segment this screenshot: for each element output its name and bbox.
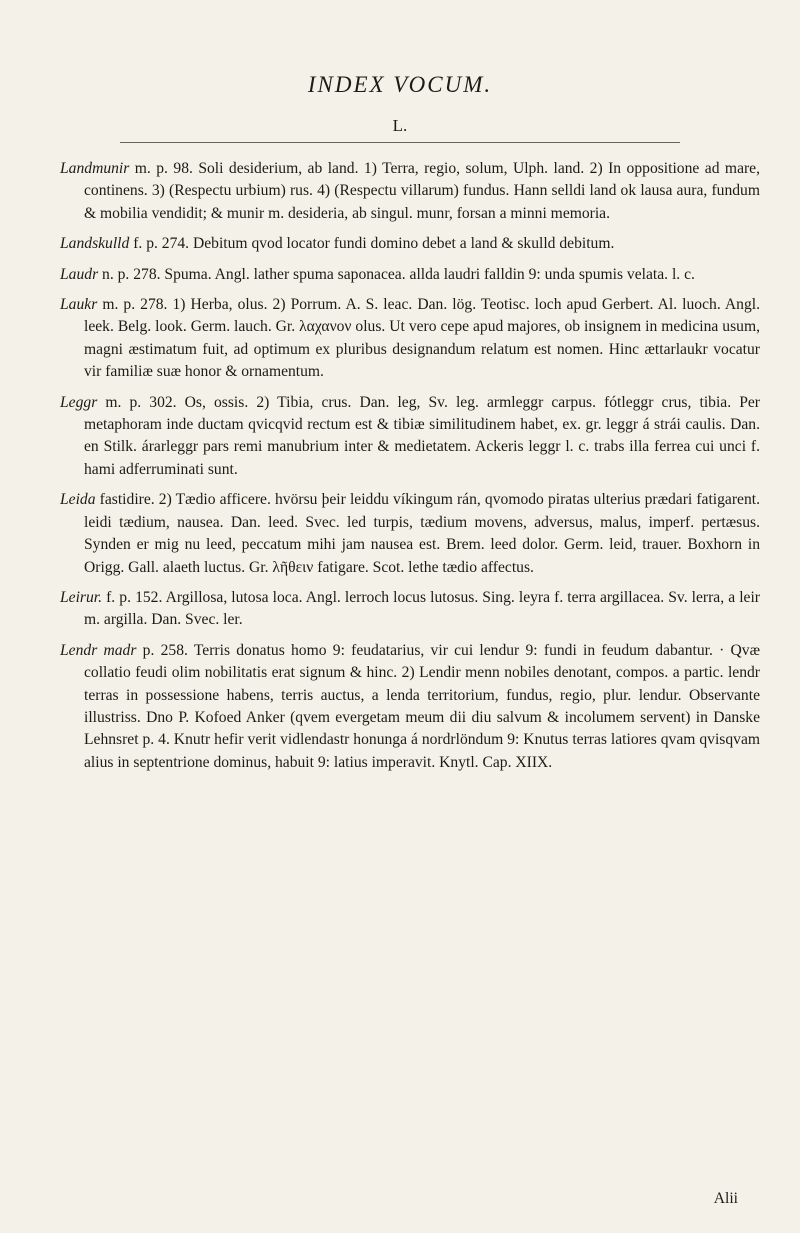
entry-headword: Landmunir (60, 160, 130, 177)
entry-headword: Leggr (60, 393, 98, 411)
entry-text: p. 258. Terris donatus homo 9: feudatarius, vir cui lendur 9: fundi in feudum dabantur. · Qvæ collatio feudi olim nobilitatis erat signum & hinc. 2) Lendir menn nobiles denotant, compos. a partic. lendr terras in possessione habens, terris auctus, a lenda territorium, fundus, regio, plur. lendur. Observante illustriss. Dno P. Kofoed Anker (qvem evergetam meum dii diu salvum & incolumem servent) in Danske Lehnsret p. 4. Knutr hefir verit vidlendastr honunga á nordrlöndum 9: Knutus terras latiores qvam qvisqvam alius in septentrione dominus, habuit 9: latius imperavit. Knytl. Cap. XIIX. (84, 641, 761, 771)
entry-list (60, 158, 760, 782)
entry-text: f. p. 152. Argillosa, lutosa loca. Angl. lerroch locus lutosus. Sing. leyra f. terra argillacea. Sv. lerra, a leir m. argilla. Dan. Svec. ler. (84, 588, 760, 629)
section-letter: L. (392, 116, 408, 135)
entry-text: m. p. 278. 1) Herba, olus. 2) Porrum. A. S. leac. Dan. lög. Teotisc. loch apud Gerbert. Al. luoch. Angl. leek. Belg. look. Germ. lauch. Gr. λαχανον olus. Ut vero cepe apud majores, ob insignem in medicina usum, magni æstimatum fuit, ad optimum ex pluribus designandum relatum est nomen. Hinc ættarlaukr vocatur vir familiæ suæ honor & ornamentum. (84, 296, 760, 381)
header-rule (120, 142, 680, 143)
entry-headword: Lendr madr (60, 641, 137, 659)
dictionary-entry (60, 392, 760, 482)
entry-text: m. p. 98. Soli desiderium, ab land. 1) Terra, regio, solum, Ulph. land. 2) In oppositione ad mare, continens. 3) (Respectu urbium) rus. 4) (Respectu villarum) fundus. Hann selldi land ok lausa aura, fundum & mobilia vendidit; & munir m. desideria, ab singul. munr, forsan a minni memoria. (84, 160, 760, 222)
entry-text: f. p. 274. Debitum qvod locator fundi domino debet a land & skulld debitum. (129, 235, 615, 253)
entry-headword: Landskulld (60, 235, 130, 253)
dictionary-entry (60, 264, 760, 286)
dictionary-entry (60, 233, 760, 255)
dictionary-entry (60, 294, 760, 384)
dictionary-entry (60, 489, 760, 579)
dictionary-entry (60, 587, 760, 632)
dictionary-entry (60, 158, 760, 225)
entry-headword: Laukr (60, 296, 98, 314)
dictionary-entry (60, 640, 760, 774)
entry-headword: Leirur. (60, 588, 103, 606)
page-title: INDEX VOCUM. (307, 72, 493, 97)
entry-headword: Laudr (60, 265, 99, 283)
entry-text: fastidire. 2) Tædio afficere. hvörsu þeir leiddu víkingum rán, qvomodo piratas ulterius prædari fatigarent. leidi tædium, nausea. Dan. leed. Svec. led turpis, tædium movens, adversus, malus, imperf. pertæsus. Synden er mig nu leed, peccatum mihi jam nausea est. Brem. leed dolor. Germ. leid, trauer. Boxhorn in Origg. Gall. alaeth luctus. Gr. λῆθειν fatigare. Scot. lethe tædio affectus. (84, 491, 760, 576)
entry-text: m. p. 302. Os, ossis. 2) Tibia, crus. Dan. leg, Sv. leg. armleggr carpus. fótleggr crus, tibia. Per metaphoram inde ductam qvicqvid rectum est & tibiæ similitudinem habet, ex. gr. leggr á strái caulis. Dan. en Stilk. árarleggr pars remi manubrium inter & medietatem. Ackeris leggr l. c. trabs illa ferrea cui unci f. hami adferruminati sunt. (84, 393, 760, 478)
entry-text: n. p. 278. Spuma. Angl. lather spuma saponacea. allda laudri falldin 9: unda spumis velata. l. c. (98, 265, 695, 283)
entry-headword: Leida (60, 491, 96, 509)
catchword: Alii (713, 1190, 738, 1207)
